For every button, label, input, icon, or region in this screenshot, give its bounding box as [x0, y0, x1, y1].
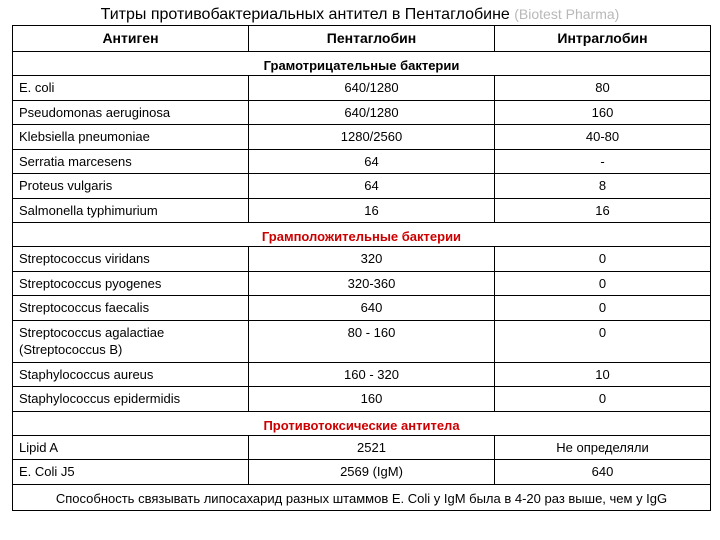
table-row — [13, 174, 711, 199]
header-row — [13, 26, 711, 52]
section-title: Противотоксические антитела — [13, 411, 711, 435]
section-gram-negative — [13, 52, 711, 76]
intraglobin-cell: 0 — [495, 387, 711, 412]
intraglobin-cell: 0 — [495, 247, 711, 272]
intraglobin-cell: 640 — [495, 460, 711, 485]
table-row — [13, 387, 711, 412]
antigen-cell: Klebsiella pneumoniae — [13, 125, 249, 150]
title-text: Титры противобактериальных антител в Пентаглобине — [100, 6, 510, 23]
table-row — [13, 149, 711, 174]
pentaglobin-cell: 64 — [249, 149, 495, 174]
pentaglobin-cell: 2521 — [249, 435, 495, 460]
pentaglobin-cell: 64 — [249, 174, 495, 199]
table-row — [13, 460, 711, 485]
antigen-cell: Serratia marcesens — [13, 149, 249, 174]
page-title — [0, 3, 720, 25]
intraglobin-cell: 0 — [495, 296, 711, 321]
antigen-cell: E. coli — [13, 76, 249, 101]
title-subtitle: (Biotest Pharma) — [514, 6, 620, 22]
antigen-cell — [13, 320, 249, 362]
pentaglobin-cell: 16 — [249, 198, 495, 223]
antigen-cell: Streptococcus faecalis — [13, 296, 249, 321]
pentaglobin-cell: 640/1280 — [249, 100, 495, 125]
intraglobin-cell: 16 — [495, 198, 711, 223]
antigen-cell: Streptococcus pyogenes — [13, 271, 249, 296]
header-intraglobin: Интраглобин — [495, 26, 711, 52]
antigen-cell: Proteus vulgaris — [13, 174, 249, 199]
table-row — [13, 435, 711, 460]
intraglobin-cell: 8 — [495, 174, 711, 199]
antigen-cell: Staphylococcus epidermidis — [13, 387, 249, 412]
section-antitoxic — [13, 411, 711, 435]
intraglobin-cell: 40-80 — [495, 125, 711, 150]
intraglobin-cell: 80 — [495, 76, 711, 101]
pentaglobin-cell: 2569 (IgM) — [249, 460, 495, 485]
pentaglobin-cell: 640 — [249, 296, 495, 321]
antigen-cell: Pseudomonas aeruginosa — [13, 100, 249, 125]
intraglobin-cell: 160 — [495, 100, 711, 125]
table-row — [13, 320, 711, 362]
table-row — [13, 247, 711, 272]
table-row — [13, 125, 711, 150]
antigen-cell: Salmonella typhimurium — [13, 198, 249, 223]
table-row — [13, 76, 711, 101]
antigen-cell: Lipid A — [13, 435, 249, 460]
table-row — [13, 198, 711, 223]
antigen-cell: Streptococcus viridans — [13, 247, 249, 272]
antigen-cell: E. Coli J5 — [13, 460, 249, 485]
antigen-cell: Staphylococcus aureus — [13, 362, 249, 387]
intraglobin-cell: 10 — [495, 362, 711, 387]
antigen-note: (Streptococcus B) — [19, 341, 123, 357]
pentaglobin-cell: 80 - 160 — [249, 320, 495, 362]
pentaglobin-cell: 320-360 — [249, 271, 495, 296]
section-title: Грамположительные бактерии — [13, 223, 711, 247]
pentaglobin-cell: 320 — [249, 247, 495, 272]
intraglobin-cell: - — [495, 149, 711, 174]
pentaglobin-cell: 160 - 320 — [249, 362, 495, 387]
intraglobin-cell: Не определяли — [495, 435, 711, 460]
footer-note: Способность связывать липосахарид разных штаммов E. Coli у IgM была в 4-20 раз выше, чем у IgG — [13, 484, 711, 510]
section-title: Грамотрицательные бактерии — [13, 52, 711, 76]
header-antigen: Антиген — [13, 26, 249, 52]
table-row — [13, 100, 711, 125]
header-pentaglobin: Пентаглобин — [249, 26, 495, 52]
pentaglobin-cell: 640/1280 — [249, 76, 495, 101]
intraglobin-cell: 0 — [495, 271, 711, 296]
table-row — [13, 296, 711, 321]
footer-row — [13, 484, 711, 510]
intraglobin-cell: 0 — [495, 320, 711, 362]
pentaglobin-cell: 160 — [249, 387, 495, 412]
antigen-name: Streptococcus agalactiae — [19, 324, 165, 340]
table-row — [13, 271, 711, 296]
section-gram-positive — [13, 223, 711, 247]
pentaglobin-cell: 1280/2560 — [249, 125, 495, 150]
antibody-titer-table — [12, 25, 711, 511]
table-row — [13, 362, 711, 387]
